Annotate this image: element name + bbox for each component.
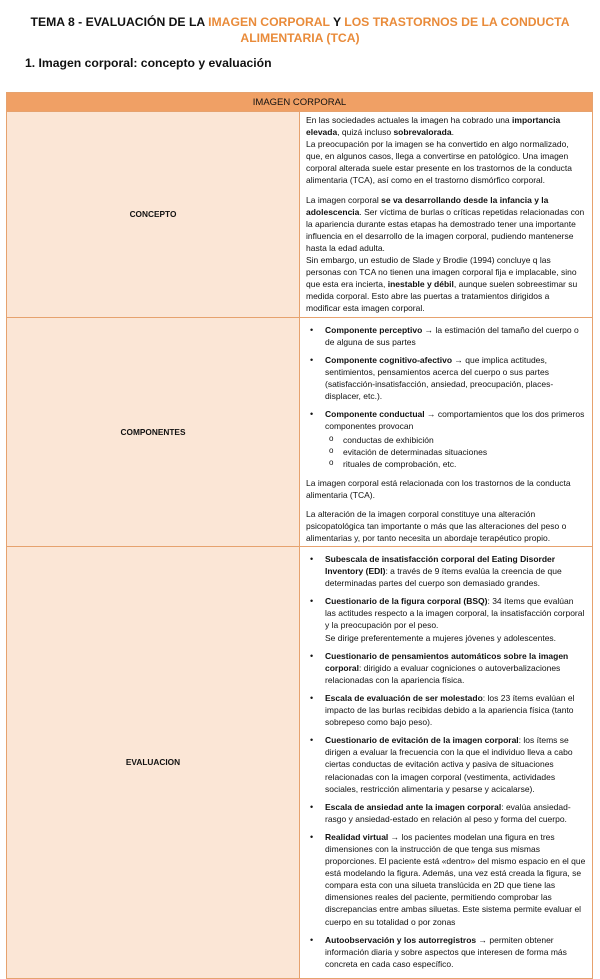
componentes-list <box>306 324 586 471</box>
list-item: • Escala de ansiedad ante la imagen corporal: evalúa ansiedad-rasgo y ansiedad-estado en relación al peso y forma del cuerpo. <box>325 801 586 825</box>
title-part-1: TEMA 8 - EVALUACIÓN DE LA <box>30 15 209 29</box>
section-heading: 1. Imagen corporal: concepto y evaluación <box>25 56 272 70</box>
list-item: • Cuestionario de la figura corporal (BSQ): 34 ítems que evalúan las actitudes respecto a la imagen corporal, la insatisfacción corporal y la preocupación por el peso. Se dirige preferentemente a mujeres jóvenes y adolescentes. <box>325 595 586 643</box>
list-item: • Realidad virtual → los pacientes modelan una figura en tres dimensiones con la instrucción de que tenga sus mismas proporciones. El paciente está «dentro» del mismo espacio en el que está modelando la figura. Además, una vez está creada la figura, se compara esta con una silueta translúcida en 2D que tiene las dimensiones reales del paciente, permitiendo comprobar las discrepancias entre ambas siluetas. Este sistema permite evaluar el cuerpo en su totalidad o por zonas <box>325 831 586 928</box>
evaluacion-list <box>306 553 586 970</box>
concepto-paragraph-4: Sin embargo, un estudio de Slade y Brodie (1994) concluye q las personas con TCA no tienen una imagen corporal fija e implacable, sino que esta era incierta, inestable y débil, aunque suelen sobreestimar su medida corporal. Esto abre las puertas a tratamientos dirigidos a modificar esta imagen corporal. <box>306 255 578 314</box>
list-item: • Componente conductual → comportamientos que los dos primeros componentes provocan o conductas de exhibición o evitación de determinadas situaciones o rituales de comprobación, etc. <box>325 408 586 470</box>
conductual-sublist <box>325 434 586 470</box>
concepto-paragraph-3: La imagen corporal se va desarrollando desde la infancia y la adolescencia. Ser víctima de burlas o críticas repetidas relacionadas con la apariencia durante estas etapas ha demostrado tener una importante influencia en el desarrollo de la imagen corporal, pudiendo mantenerse hasta la edad adulta. <box>306 194 585 253</box>
title-accent-tca: LOS TRASTORNOS DE LA CONDUCTA ALIMENTARIA (TCA) <box>240 15 570 45</box>
componentes-content <box>300 317 593 547</box>
title-part-2: Y <box>329 15 345 29</box>
row-label-componentes: COMPONENTES <box>7 317 300 547</box>
concepto-content <box>300 112 593 318</box>
row-label-concepto: CONCEPTO <box>7 112 300 318</box>
concepto-paragraph-1: En las sociedades actuales la imagen ha cobrado una importancia elevada, quizá incluso sobrevalorada. <box>306 115 561 138</box>
sub-list-item: o conductas de exhibición <box>343 434 586 446</box>
list-item: • Componente perceptivo → la estimación del tamaño del cuerpo o de alguna de sus partes <box>325 324 586 348</box>
row-label-evaluacion: EVALUACION <box>7 547 300 979</box>
sub-list-item: o rituales de comprobación, etc. <box>343 458 586 470</box>
list-item: • Autoobservación y los autorregistros → permiten obtener información diaria y sobre aspectos que interesen de forma más concreta en cada caso específico. <box>325 934 586 970</box>
list-item: • Subescala de insatisfacción corporal del Eating Disorder Inventory (EDI): a través de 9 ítems evalúa la creencia de que determinadas partes del cuerpo son demasiado grandes. <box>325 553 586 589</box>
list-item: • Cuestionario de evitación de la imagen corporal: los ítems se dirigen a evaluar la frecuencia con la que el individuo lleva a cabo ciertas conductas de evitación activa y pasiva de situaciones relacionadas con la imagen corporal (vestimenta, actividades sociales, restricción alimentaria y pesarse y acicalarse). <box>325 734 586 794</box>
componentes-paragraph-1: La imagen corporal está relacionada con los trastornos de la conducta alimentaria (TCA). <box>306 477 571 500</box>
imagen-corporal-table <box>6 92 593 979</box>
table-header: IMAGEN CORPORAL <box>7 93 593 112</box>
evaluacion-content <box>300 547 593 979</box>
sub-list-item: o evitación de determinadas situaciones <box>343 446 586 458</box>
document-title <box>0 0 600 46</box>
title-accent-imagen-corporal: IMAGEN CORPORAL <box>208 15 330 29</box>
list-item: • Escala de evaluación de ser molestado: los 23 ítems evalúan el impacto de las burlas recibidas debido a la apariencia física (tanto sobrepeso como bajo peso). <box>325 692 586 728</box>
concepto-paragraph-2: La preocupación por la imagen se ha convertido en algo normalizado, que, en algunos casos, llega a convertirse en patológico. Una imagen corporal alterada suele estar presente en los trastornos de la conducta alimentaria (TCA), así como en el trastorno dismórfico corporal. <box>306 139 573 186</box>
componentes-paragraph-2: La alteración de la imagen corporal constituye una alteración psicopatológica tan importante o más que las alteraciones del peso o alimentarias y, por tanto necesita un abordaje terapéutico propio. <box>306 508 567 543</box>
list-item: • Cuestionario de pensamientos automáticos sobre la imagen corporal: dirigido a evaluar cogniciones o autoverbalizaciones relacionadas con la apariencia física. <box>325 650 586 686</box>
list-item: • Componente cognitivo-afectivo → que implica actitudes, sentimientos, pensamientos acerca del cuerpo o sus partes (satisfacción-insatisfacción, ansiedad, preocupación, places-displacer, etc.). <box>325 354 586 402</box>
